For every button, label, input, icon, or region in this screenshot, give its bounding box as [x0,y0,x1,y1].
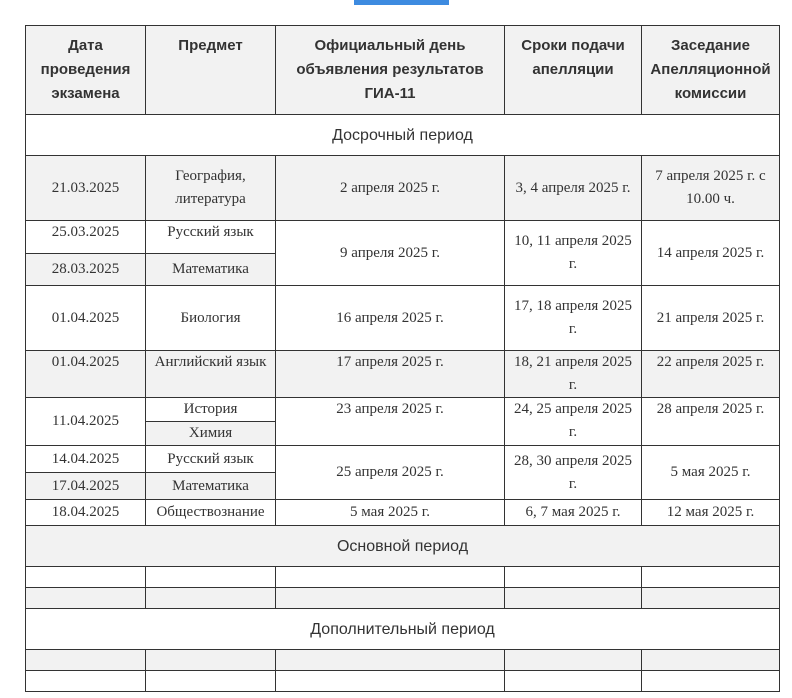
empty-cell [505,588,642,609]
table-row-empty [26,650,780,671]
cell-date: 14.04.2025 [26,446,146,473]
empty-cell [505,671,642,692]
table-row [26,221,780,254]
table-row [26,286,780,351]
empty-cell [146,588,276,609]
header-results-day: Официальный день объявления результатов ГИА-11 [276,26,505,115]
cell-subject: География, литература [146,156,276,221]
cell-subject: Математика [146,473,276,500]
cell-subject: История [146,398,276,422]
empty-cell [276,650,505,671]
cell-subject: Русский язык [146,221,276,254]
empty-cell [26,671,146,692]
table-row [26,351,780,398]
cell-subject: Обществознание [146,500,276,526]
cell-subject: Русский язык [146,446,276,473]
table-header-row [26,26,780,115]
header-subject: Предмет [146,26,276,115]
cell-date: 21.03.2025 [26,156,146,221]
cell-date: 11.04.2025 [26,398,146,446]
cell-appeal: 10, 11 апреля 2025 г. [505,221,642,286]
cell-appeal: 18, 21 апреля 2025 г. [505,351,642,398]
empty-cell [146,567,276,588]
cell-result: 2 апреля 2025 г. [276,156,505,221]
period-row-extra [26,609,780,650]
empty-cell [146,650,276,671]
period-label: Досрочный период [26,115,780,156]
cell-result: 25 апреля 2025 г. [276,446,505,500]
cell-date: 01.04.2025 [26,286,146,351]
period-row-main [26,526,780,567]
table-row-empty [26,671,780,692]
period-label: Основной период [26,526,780,567]
cell-commission: 28 апреля 2025 г. [642,398,780,446]
cell-appeal: 28, 30 апреля 2025 г. [505,446,642,500]
cell-date: 25.03.2025 [26,221,146,254]
empty-cell [146,671,276,692]
top-button[interactable] [354,0,449,5]
cell-result: 9 апреля 2025 г. [276,221,505,286]
cell-appeal: 6, 7 мая 2025 г. [505,500,642,526]
empty-cell [642,567,780,588]
cell-commission: 12 мая 2025 г. [642,500,780,526]
cell-commission: 7 апреля 2025 г. с 10.00 ч. [642,156,780,221]
empty-cell [276,671,505,692]
empty-cell [26,588,146,609]
cell-result: 16 апреля 2025 г. [276,286,505,351]
cell-date: 18.04.2025 [26,500,146,526]
cell-date: 01.04.2025 [26,351,146,398]
table-row [26,446,780,473]
table-row [26,500,780,526]
cell-appeal: 3, 4 апреля 2025 г. [505,156,642,221]
cell-appeal: 24, 25 апреля 2025 г. [505,398,642,446]
empty-cell [642,588,780,609]
empty-cell [26,650,146,671]
cell-commission: 22 апреля 2025 г. [642,351,780,398]
cell-subject: Химия [146,422,276,446]
cell-result: 5 мая 2025 г. [276,500,505,526]
cell-commission: 5 мая 2025 г. [642,446,780,500]
empty-cell [642,650,780,671]
gia-schedule-table [25,25,780,692]
cell-result: 23 апреля 2025 г. [276,398,505,446]
cell-date: 17.04.2025 [26,473,146,500]
table-row [26,156,780,221]
table-row-empty [26,588,780,609]
cell-subject: Английский язык [146,351,276,398]
empty-cell [505,567,642,588]
cell-commission: 21 апреля 2025 г. [642,286,780,351]
table-row-empty [26,567,780,588]
table-row [26,398,780,422]
cell-commission: 14 апреля 2025 г. [642,221,780,286]
header-exam-date: Дата проведения экзамена [26,26,146,115]
cell-result: 17 апреля 2025 г. [276,351,505,398]
empty-cell [276,567,505,588]
empty-cell [642,671,780,692]
cell-subject: Биология [146,286,276,351]
period-label: Дополнительный период [26,609,780,650]
header-appeal-dates: Сроки подачи апелляции [505,26,642,115]
empty-cell [26,567,146,588]
empty-cell [276,588,505,609]
cell-date: 28.03.2025 [26,254,146,286]
header-commission: Заседание Апелляционной комиссии [642,26,780,115]
cell-appeal: 17, 18 апреля 2025 г. [505,286,642,351]
period-row-early [26,115,780,156]
cell-subject: Математика [146,254,276,286]
empty-cell [505,650,642,671]
